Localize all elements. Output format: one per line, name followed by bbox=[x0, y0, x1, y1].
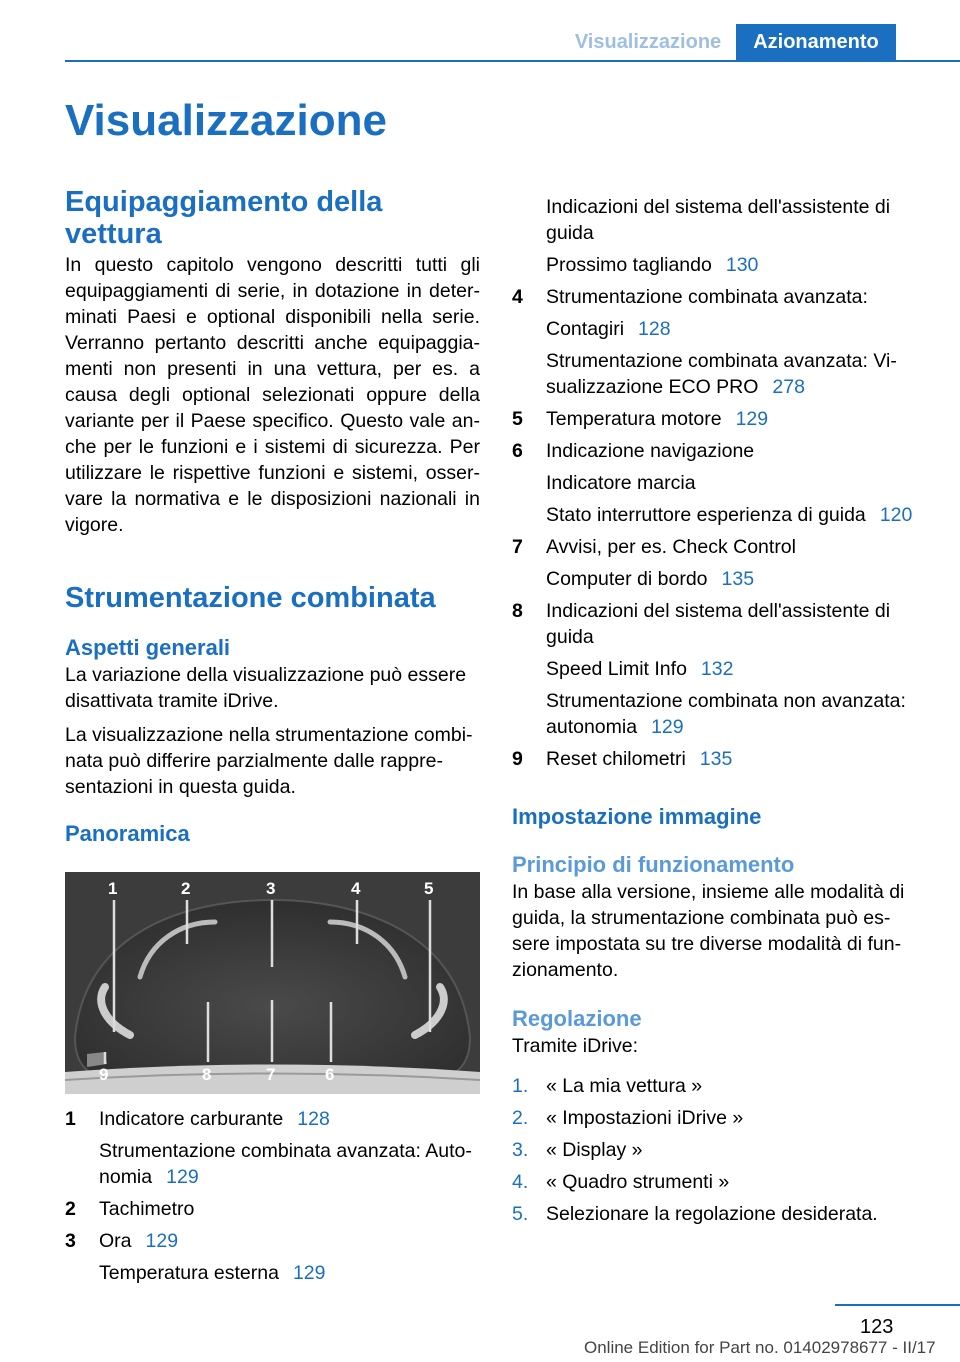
legend-text: Stato interruttore esperienza di guida bbox=[546, 504, 866, 526]
legend-number: 3 bbox=[65, 1230, 76, 1252]
page-ref-link[interactable]: 278 bbox=[772, 376, 805, 398]
panoramica-title: Panoramica bbox=[65, 821, 190, 846]
page-ref-link[interactable]: 130 bbox=[725, 254, 759, 276]
legend-item-4 bbox=[512, 284, 932, 400]
legend-text: Reset chilometri bbox=[546, 748, 686, 770]
legend-text: Indicatore carburante bbox=[99, 1108, 284, 1130]
legend-text: Contagiri bbox=[546, 318, 625, 340]
callout-6: 6 bbox=[325, 1065, 335, 1084]
legend-text: Computer di bordo bbox=[546, 568, 708, 590]
section-equipaggiamento-body: In questo capitolo vengono descritti tutti gli equipaggiamenti di serie, in dotazione in determinati Paesi e optional disponibili nella serie. Verranno pertanto descritti anche equipaggiamenti non presenti in una vettura, per es. a causa degli optional selezionati oppure della variante per il Paese specifico. Questo vale anche per le funzioni e i sistemi di sicurezza. Per utilizzare le rispettive funzioni e sistemi, osservare la normativa e le disposizioni nazionali in vigore. bbox=[65, 254, 480, 536]
callout-9: 9 bbox=[99, 1065, 109, 1084]
callout-3: 3 bbox=[266, 879, 276, 898]
right-section bbox=[512, 803, 917, 1227]
page-ref-link[interactable]: 135 bbox=[721, 568, 755, 590]
legend-text: Prossimo tagliando bbox=[546, 254, 712, 276]
principio-title: Principio di funzionamento bbox=[512, 852, 795, 877]
step-item bbox=[512, 1169, 917, 1195]
legend-item-7 bbox=[512, 534, 932, 592]
step-text: Selezionare la regolazione desiderata. bbox=[546, 1203, 878, 1225]
principio-body: In base alla versione, insieme alle modalità di guida, la strumentazione combinata può essere impostata su tre diverse modalità di funzionamento. bbox=[512, 881, 905, 981]
legend-right bbox=[512, 194, 932, 772]
legend-number: 2 bbox=[65, 1198, 76, 1220]
legend-text: Strumentazione combinata non avanzata: autonomia bbox=[546, 690, 906, 738]
step-text: « Quadro strumenti » bbox=[546, 1171, 730, 1193]
page-ref-link[interactable]: 129 bbox=[735, 408, 769, 430]
legend-number: 7 bbox=[512, 536, 523, 558]
legend-text: Indicazioni del sistema dell'assistente di guida bbox=[546, 196, 891, 244]
step-number: 1. bbox=[512, 1075, 529, 1097]
legend-number: 1 bbox=[65, 1108, 76, 1130]
left-column bbox=[65, 186, 480, 848]
aspetti-generali-title: Aspetti generali bbox=[65, 635, 231, 660]
page-ref-link[interactable]: 129 bbox=[292, 1262, 326, 1284]
legend-item-2 bbox=[65, 1196, 480, 1222]
step-item bbox=[512, 1137, 917, 1163]
legend-item-1 bbox=[65, 1106, 480, 1190]
legend-item-8 bbox=[512, 598, 932, 740]
legend-text: Indicazione navigazione bbox=[546, 440, 755, 462]
instrument-cluster-drawing bbox=[65, 872, 480, 1094]
step-number: 3. bbox=[512, 1139, 529, 1161]
header-divider bbox=[65, 60, 960, 62]
edition-footer: Online Edition for Part no. 01402978677 - II/17 bbox=[584, 1338, 936, 1357]
footer-divider bbox=[835, 1304, 960, 1306]
legend-text: Tachimetro bbox=[99, 1198, 195, 1220]
step-number: 5. bbox=[512, 1203, 529, 1225]
legend-number: 5 bbox=[512, 408, 523, 430]
page-ref-link[interactable]: 129 bbox=[166, 1166, 199, 1188]
page-ref-link[interactable]: 120 bbox=[879, 504, 913, 526]
legend-item-5 bbox=[512, 406, 932, 432]
tab-visualizzazione[interactable]: Visualizzazione bbox=[560, 24, 736, 60]
callout-7: 7 bbox=[266, 1065, 276, 1084]
step-text: « Display » bbox=[546, 1139, 643, 1161]
legend-left bbox=[65, 1106, 480, 1286]
legend-text: Avvisi, per es. Check Control bbox=[546, 536, 796, 558]
legend-text: Temperatura esterna bbox=[99, 1262, 279, 1284]
step-number: 4. bbox=[512, 1171, 529, 1193]
callout-8: 8 bbox=[202, 1065, 212, 1084]
instrument-cluster-image bbox=[65, 872, 480, 1094]
page-ref-link[interactable]: 128 bbox=[297, 1108, 330, 1130]
legend-text: Ora bbox=[99, 1230, 132, 1252]
legend-text: Strumentazione combinata avanzata: Autonomia bbox=[99, 1140, 472, 1188]
step-text: « La mia vettura » bbox=[546, 1075, 703, 1097]
legend-text: Indicatore marcia bbox=[546, 472, 696, 494]
aspetti-generali-p2: La visualizzazione nella strumentazione combinata può differire parzialmente dalle rappresentazioni in questa guida. bbox=[65, 724, 473, 798]
step-item bbox=[512, 1073, 917, 1099]
callout-4: 4 bbox=[351, 879, 361, 898]
step-item bbox=[512, 1105, 917, 1131]
aspetti-generali-p1: La variazione della visualizzazione può essere disattivata tramite iDrive. bbox=[65, 664, 467, 712]
legend-text: Strumentazione combinata avanzata: bbox=[546, 286, 868, 308]
steps-list bbox=[512, 1073, 917, 1227]
callout-2: 2 bbox=[181, 879, 191, 898]
legend-number: 8 bbox=[512, 600, 523, 622]
legend-number: 6 bbox=[512, 440, 523, 462]
legend-number: 9 bbox=[512, 748, 523, 770]
page-ref-link[interactable]: 129 bbox=[651, 716, 684, 738]
tab-azionamento[interactable]: Azionamento bbox=[736, 24, 896, 60]
legend-text: Speed Limit Info bbox=[546, 658, 687, 680]
page-number: 123 bbox=[860, 1316, 894, 1338]
impostazione-immagine-title: Impostazione immagine bbox=[512, 804, 762, 829]
regolazione-intro: Tramite iDrive: bbox=[512, 1035, 639, 1057]
page-ref-link[interactable]: 128 bbox=[638, 318, 671, 340]
top-navigation bbox=[0, 0, 960, 62]
callout-1: 1 bbox=[108, 879, 118, 898]
section-equipaggiamento-title: Equipaggiamento della vettura bbox=[65, 186, 383, 250]
legend-text: Temperatura motore bbox=[546, 408, 722, 430]
step-number: 2. bbox=[512, 1107, 529, 1129]
legend-item-6 bbox=[512, 438, 932, 528]
step-item bbox=[512, 1201, 917, 1227]
legend-text: Indicazioni del sistema dell'assistente di guida bbox=[546, 600, 891, 648]
page-title: Visualizzazione bbox=[65, 96, 387, 145]
legend-item-9 bbox=[512, 746, 932, 772]
regolazione-title: Regolazione bbox=[512, 1006, 642, 1031]
page-ref-link[interactable]: 132 bbox=[700, 658, 734, 680]
callout-5: 5 bbox=[424, 879, 434, 898]
legend-number: 4 bbox=[512, 286, 523, 308]
page-ref-link[interactable]: 129 bbox=[145, 1230, 179, 1252]
step-text: « Impostazioni iDrive » bbox=[546, 1107, 744, 1129]
page-ref-link[interactable]: 135 bbox=[699, 748, 733, 770]
section-strumentazione-title: Strumentazione combinata bbox=[65, 582, 436, 614]
legend-text: Strumentazione combinata avanzata: Visualizzazione ECO PRO bbox=[546, 350, 897, 398]
legend-item-3 bbox=[65, 1228, 480, 1286]
